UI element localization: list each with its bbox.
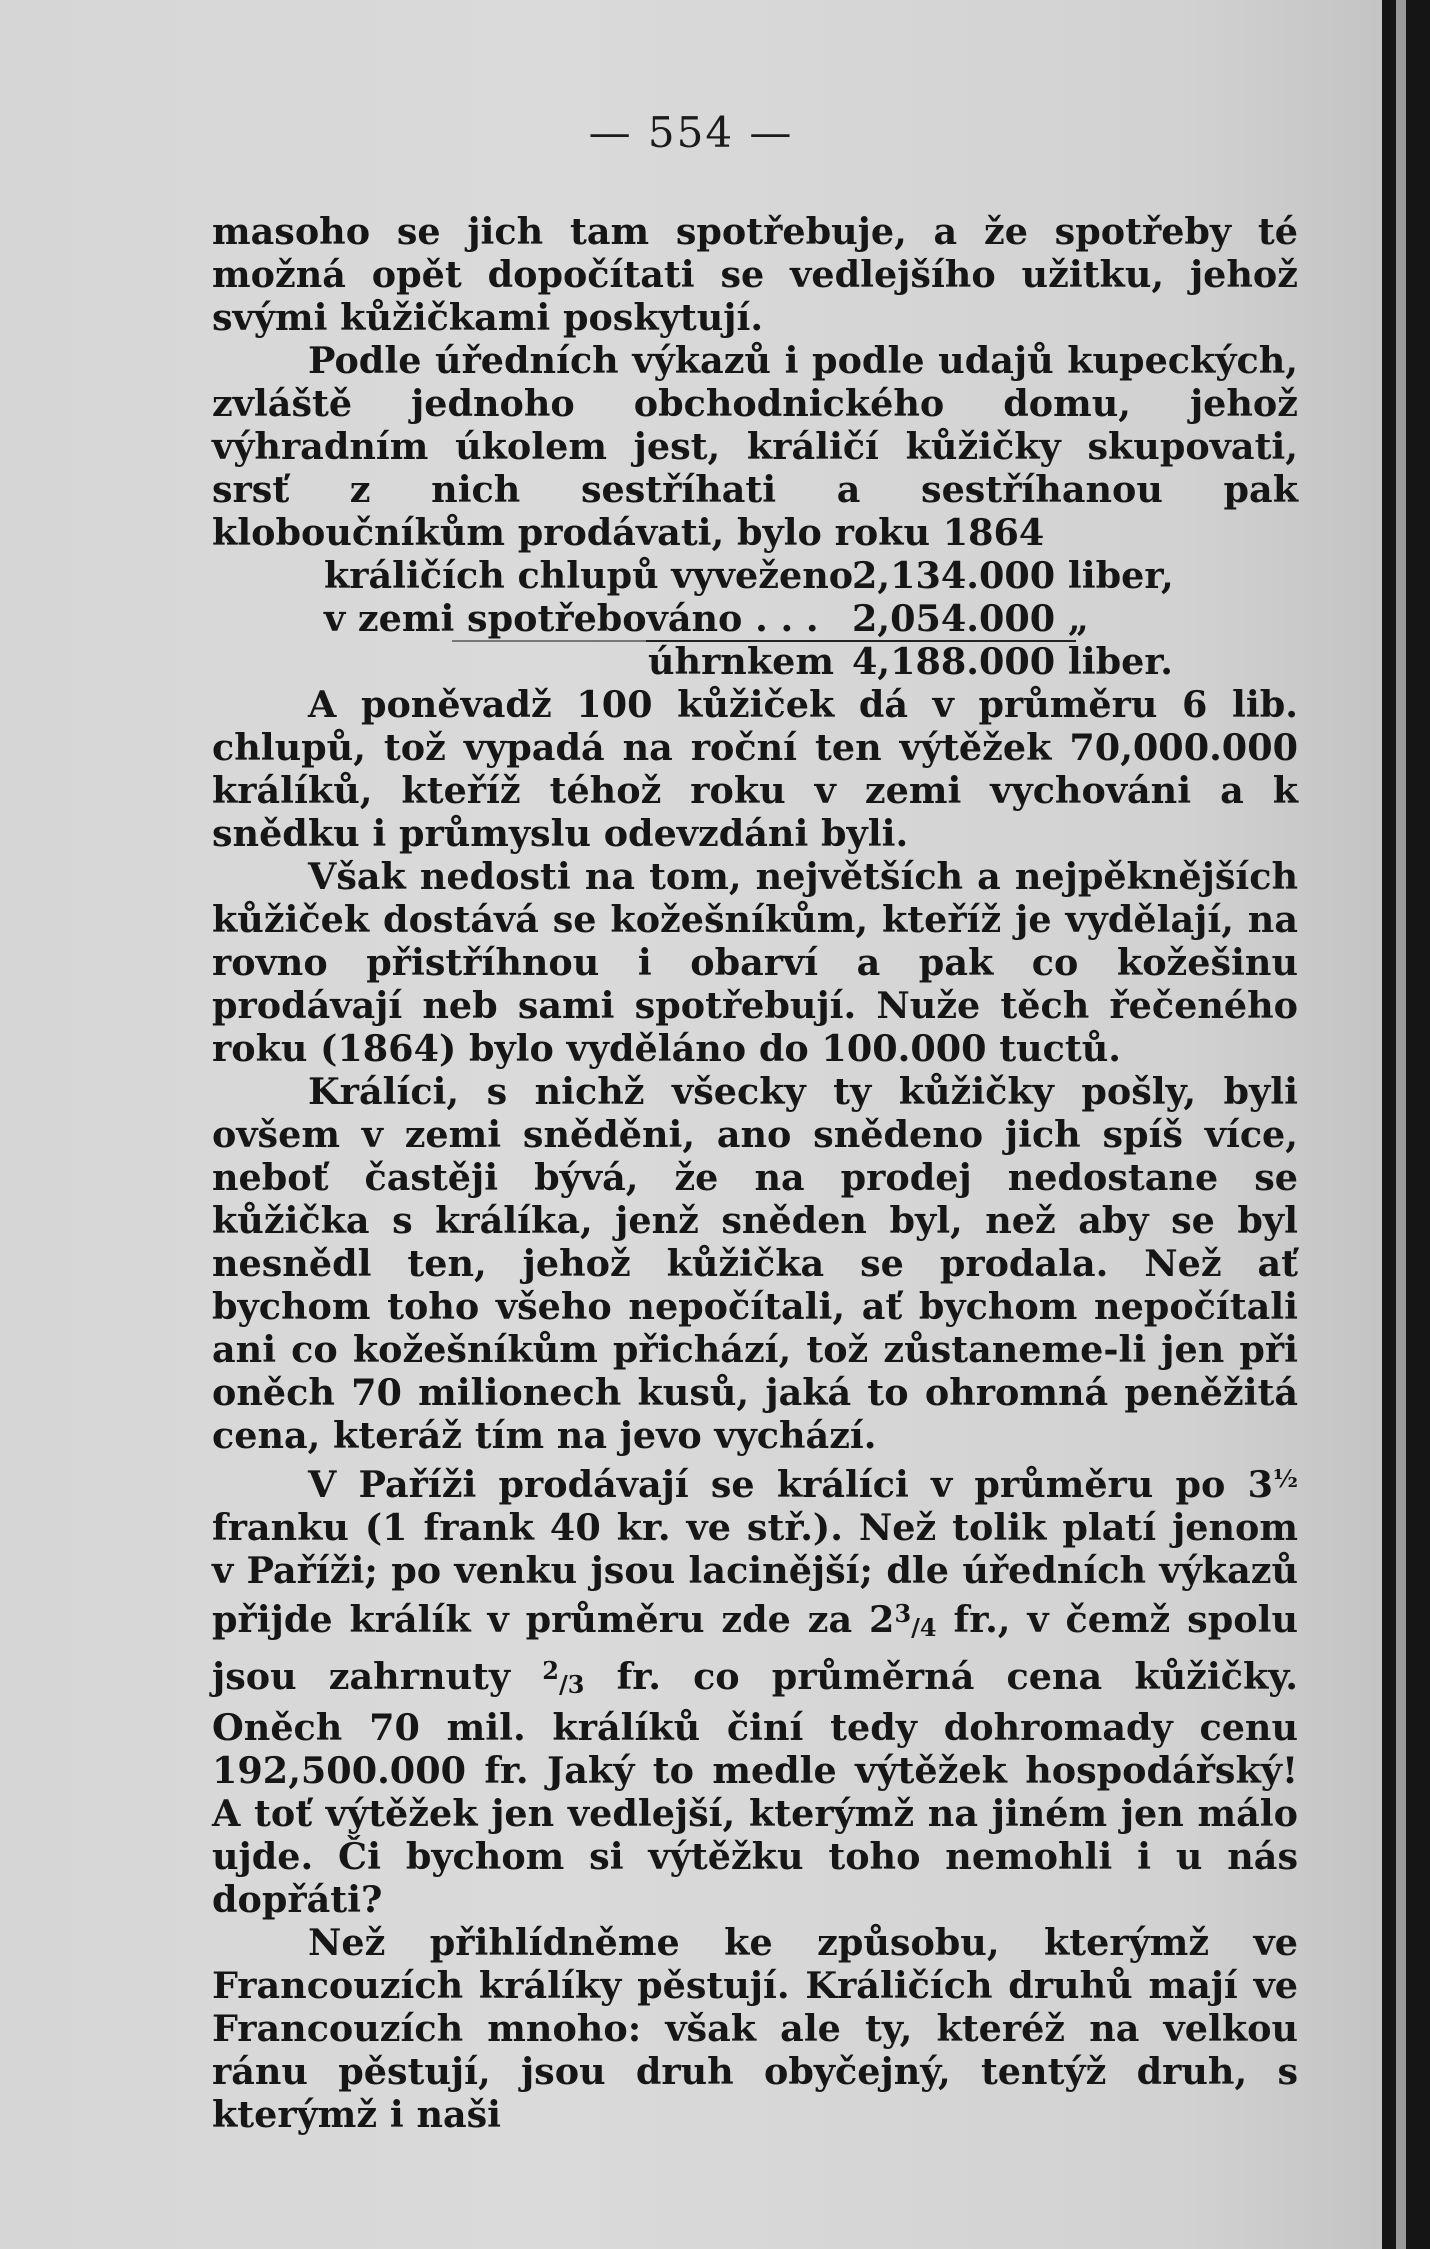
- fraction-denominator: /4: [911, 1613, 937, 1642]
- paragraph-6-part: fr. co průměrná cena kůžičky. Oněch 70 mil. králíků činí tedy dohromady cenu 192,500.000 fr. Jaký to medle výtěžek hospodářský! A toť výtěžek jen vedlejší, kterýmž na jiném jen málo ujde. Či bychom si výtěžku toho nemohli i u nás dopřáti?: [212, 1655, 1298, 1921]
- sum-value: 4,188.000 liber.: [852, 640, 1173, 683]
- paragraph-4: Však nedosti na tom, největších a nejpěknějších kůžiček dostává se kožešníkům, kteříž je vydělají, na rovno přistříhnou i obarví a pak co kožešinu prodávají neb sami spotřebují. Nuže těch řečeného roku (1864) bylo vyděláno do 100.000 tuctů.: [212, 855, 1298, 1070]
- paragraph-6: [212, 1457, 1298, 1921]
- table-row: [212, 554, 1298, 597]
- fraction-denominator: /3: [558, 1670, 585, 1699]
- sum-label: úhrnkem: [648, 640, 834, 683]
- page-number: — 554 —: [588, 108, 794, 157]
- body-text: [212, 210, 1298, 2136]
- table-label: v zemi spotřebováno . . .: [324, 597, 819, 640]
- paragraph-6-part: V Paříži prodávají se králíci v průměru po 3: [308, 1463, 1273, 1506]
- book-gutter: [1382, 0, 1430, 2249]
- paragraph-7: Než přihlídněme ke způsobu, kterýmž ve Francouzích králíky pěstují. Králičích druhů mají ve Francouzích mnoho: však ale ty, kteréž na velkou ránu pěstují, jsou druh obyčejný, tentýž druh, s kterýmž i naši: [212, 1921, 1298, 2136]
- paragraph-6-part: fr., v čemž spolu jsou zahrnuty: [212, 1598, 1298, 1698]
- paragraph-3: A poněvadž 100 kůžiček dá v průměru 6 lib. chlupů, tož vypadá na roční ten výtěžek 70,000.000 králíků, kteříž téhož roku v zemi vychováni a k snědku i průmyslu odevzdáni byli.: [212, 683, 1298, 855]
- export-table: [212, 554, 1298, 683]
- table-value: 2,054.000 „: [852, 597, 1089, 640]
- table-row: [212, 597, 1298, 640]
- paragraph-5: Králíci, s nichž všecky ty kůžičky pošly, byli ovšem v zemi sněděni, ano snědeno jich spíš více, neboť častěji bývá, že na prodej nedostane se kůžička s králíka, jenž sněden byl, než aby se byl nesnědl ten, jehož kůžička se prodala. Než ať bychom toho všeho nepočítali, ať bychom nepočítali ani co kožešníkům přichází, tož zůstaneme-li jen při oněch 70 milionech kusů, jaká to ohromná peněžitá cena, kteráž tím na jevo vychází.: [212, 1070, 1298, 1457]
- fraction-half: ½: [1272, 1464, 1298, 1493]
- table-value: 2,134.000 liber,: [852, 554, 1174, 597]
- paragraph-2: Podle úředních výkazů i podle udajů kupeckých, zvláště jednoho obchodnického domu, jehož výhradním úkolem jest, králičí kůžičky skupovati, srsť z nich sestříhati a sestříhanou pak kloboučníkům prodávati, bylo roku 1864: [212, 339, 1298, 554]
- fraction-numerator: 2: [542, 1656, 559, 1685]
- table-label: králičích chlupů vyveženo: [324, 554, 854, 597]
- fraction-numerator: 3: [894, 1599, 912, 1628]
- paragraph-6-part: franku (1 frank 40 kr. ve stř.). Než tolik platí jenom v Paříži; po venku jsou lacinější; dle úředních výkazů přijde králík v průměru zde za 2: [212, 1506, 1298, 1641]
- paragraph-1: masoho se jich tam spotřebuje, a že spotřeby té možná opět dopočítati se vedlejšího užitku, jehož svými kůžičkami poskytují.: [212, 210, 1298, 339]
- table-sum-row: [212, 640, 1298, 683]
- faint-divider: [452, 640, 646, 642]
